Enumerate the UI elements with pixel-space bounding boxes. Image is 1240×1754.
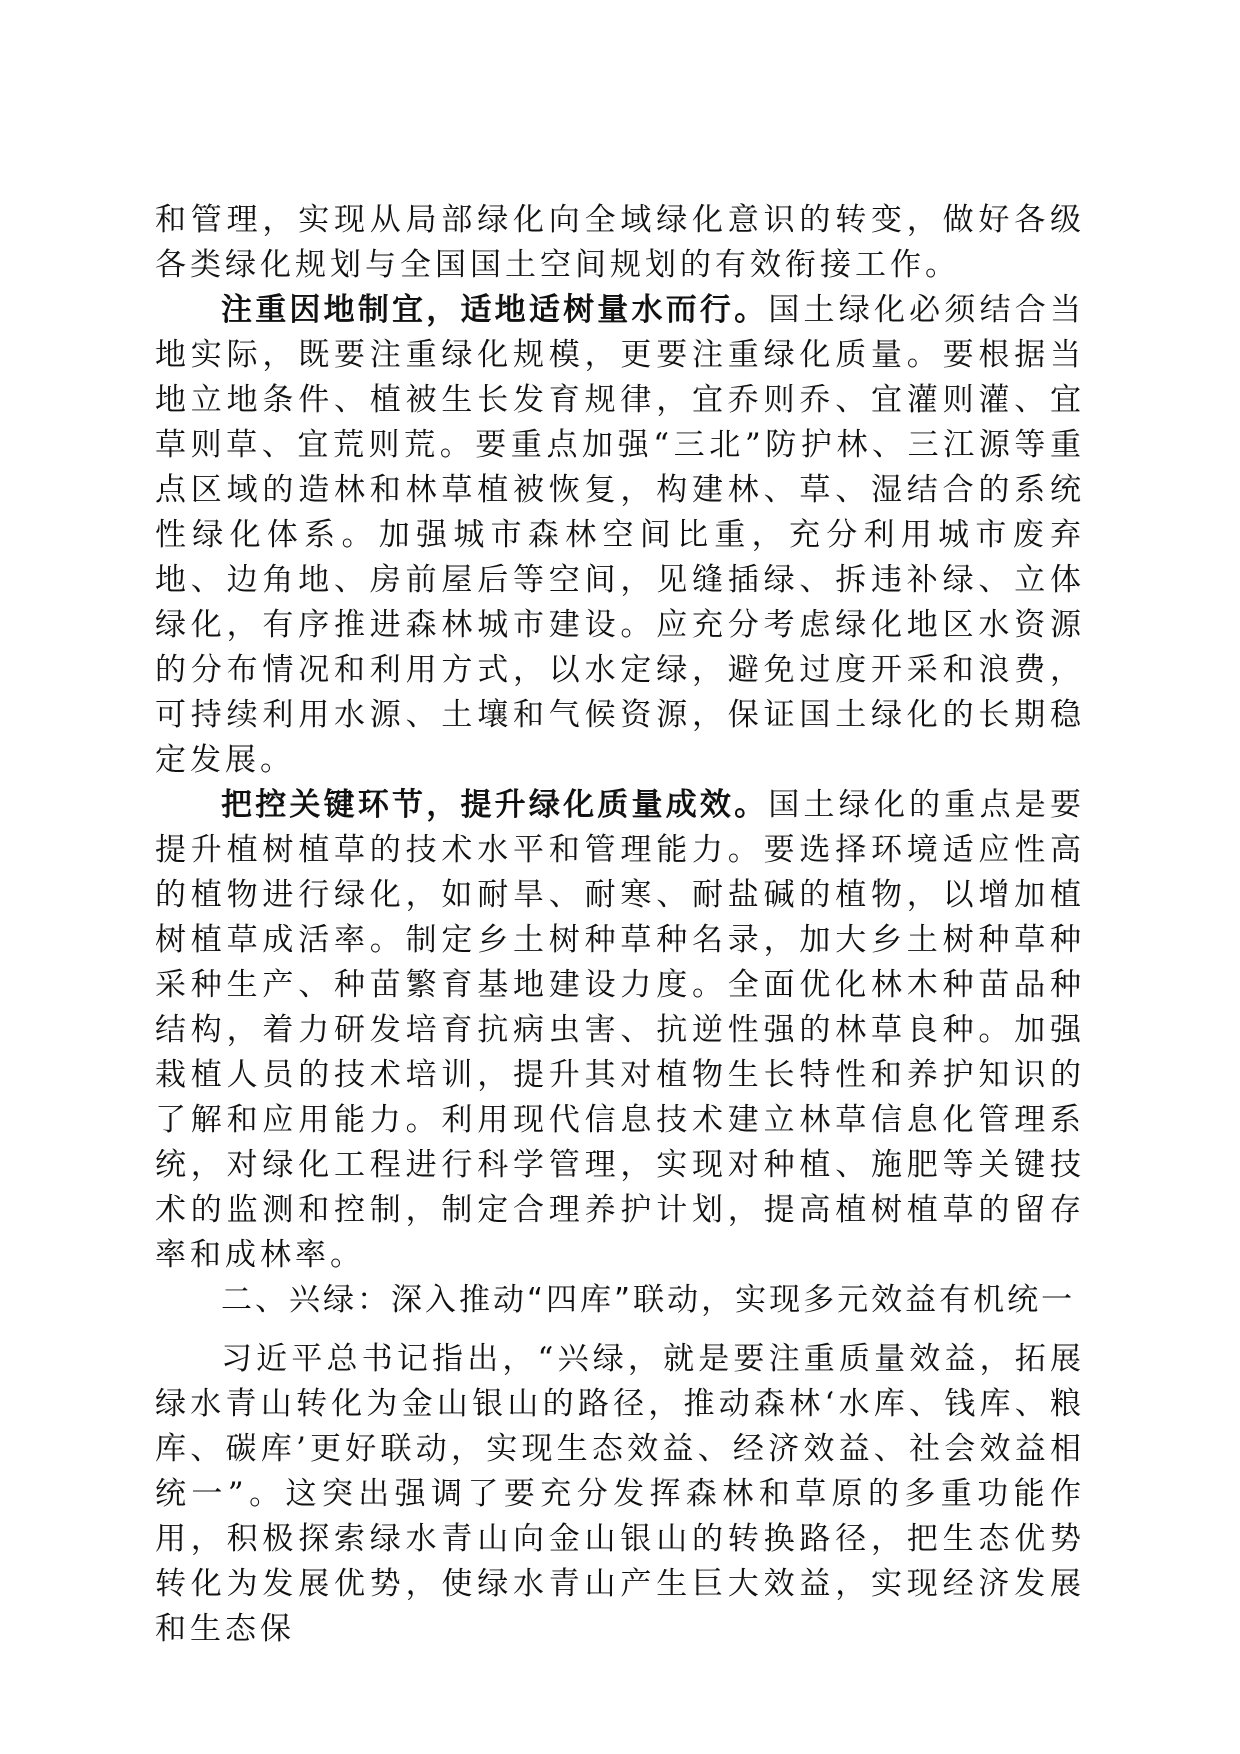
- paragraph-lead: 把控关键环节，提升绿化质量成效。: [221, 787, 769, 823]
- paragraph-continuation: [155, 198, 1085, 288]
- paragraph-text: 国土绿化的重点是要提升植树植草的技术水平和管理能力。要选择环境适应性高的植物进行绿化，如耐旱、耐寒、耐盐碱的植物，以增加植树植草成活率。制定乡土树种草种名录，加大乡土树种草种采种生产、种苗繁育基地建设力度。全面优化林木种苗品种结构，着力研发培育抗病虫害、抗逆性强的林草良种。加强栽植人员的技术培训，提升其对植物生长特性和养护知识的了解和应用能力。利用现代信息技术建立林草信息化管理系统，对绿化工程进行科学管理，实现对种植、施肥等关键技术的监测和控制，制定合理养护计划，提高植树植草的留存率和成林率。: [155, 787, 1086, 1273]
- paragraph-xinglv: [155, 1337, 1085, 1652]
- paragraph-text: 和管理，实现从局部绿化向全域绿化意识的转变，做好各级各类绿化规划与全国国土空间规划的有效衔接工作。: [155, 202, 1085, 283]
- paragraph-lead: 注重因地制宜，适地适树量水而行。: [221, 292, 769, 328]
- paragraph-local-conditions: [155, 288, 1085, 783]
- section-heading: 二、兴绿：深入推动“四库”联动，实现多元效益有机统一: [221, 1282, 1076, 1318]
- document-page: [155, 198, 1085, 1652]
- paragraph-key-links: [155, 783, 1085, 1278]
- paragraph-text: 习近平总书记指出，“兴绿，就是要注重质量效益，拓展绿水青山转化为金山银山的路径，推动森林‘水库、钱库、粮库、碳库’更好联动，实现生态效益、经济效益、社会效益相统一”。这突出强调了要充分发挥森林和草原的多重功能作用，积极探索绿水青山向金山银山的转换路径，把生态优势转化为发展优势，使绿水青山产生巨大效益，实现经济发展和生态保: [155, 1341, 1085, 1647]
- paragraph-text: 国土绿化必须结合当地实际，既要注重绿化规模，更要注重绿化质量。要根据当地立地条件、植被生长发育规律，宜乔则乔、宜灌则灌、宜草则草、宜荒则荒。要重点加强“三北”防护林、三江源等重点区域的造林和林草植被恢复，构建林、草、湿结合的系统性绿化体系。加强城市森林空间比重，充分利用城市废弃地、边角地、房前屋后等空间，见缝插绿、拆违补绿、立体绿化，有序推进森林城市建设。应充分考虑绿化地区水资源的分布情况和利用方式，以水定绿，避免过度开采和浪费，可持续利用水源、土壤和气候资源，保证国土绿化的长期稳定发展。: [155, 292, 1086, 778]
